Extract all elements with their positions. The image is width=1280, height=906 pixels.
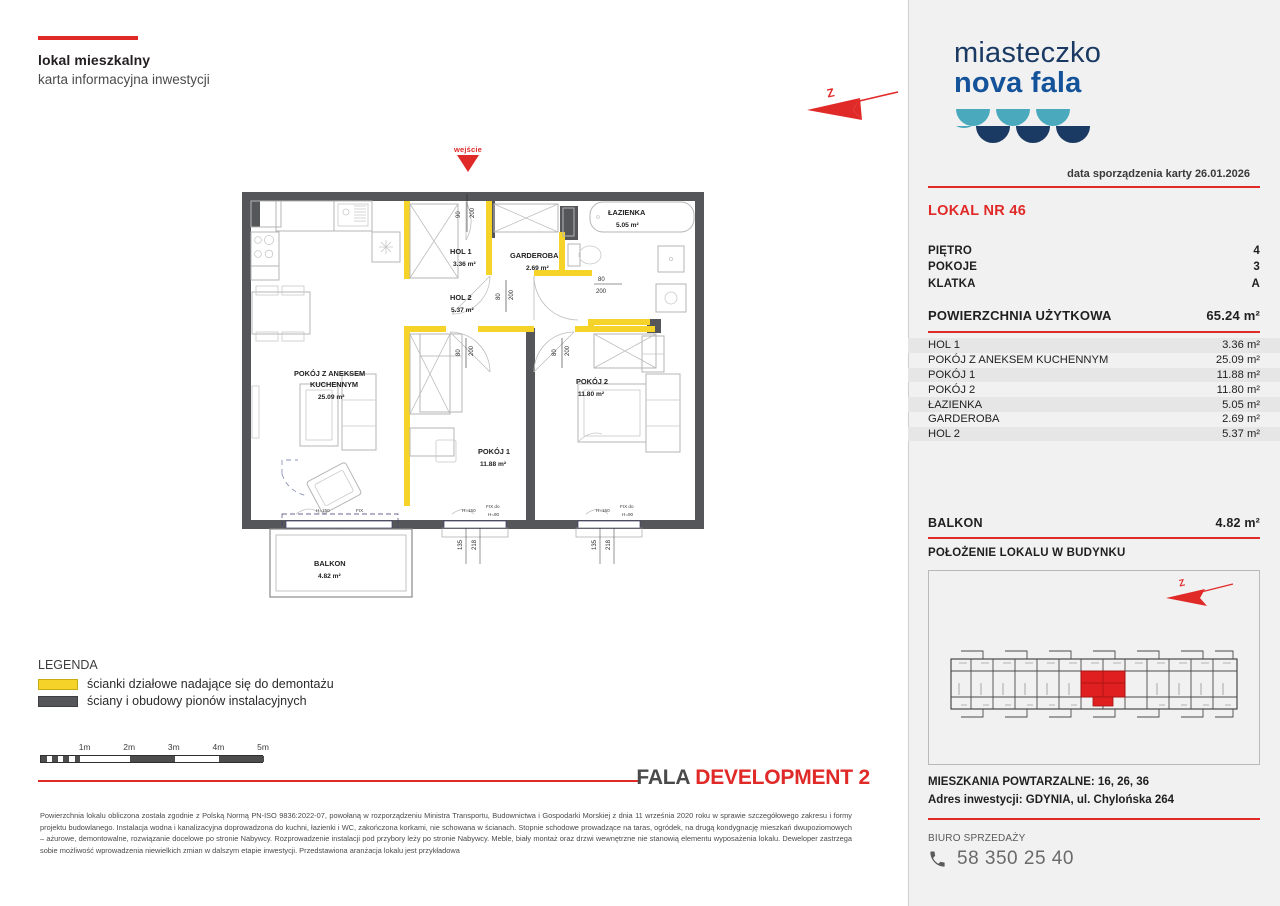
svg-text:FIX: FIX <box>356 508 364 513</box>
rule-under-date <box>928 186 1260 188</box>
room-name: POKÓJ 1 <box>928 368 976 381</box>
building-position-diagram <box>928 570 1260 765</box>
spec-value-pietro: 4 <box>1253 245 1260 257</box>
svg-text:H=150: H=150 <box>462 508 476 513</box>
building-floor-outline <box>949 649 1239 724</box>
total-area-row <box>928 308 1260 323</box>
room-area: 11.80 m² <box>1216 383 1260 396</box>
balcony-row <box>928 516 1260 530</box>
scale-tick-1m: 1m <box>78 742 91 752</box>
svg-text:2.69 m²: 2.69 m² <box>526 265 549 272</box>
entrance-triangle-icon <box>457 155 479 172</box>
svg-text:FIX do: FIX do <box>620 504 634 509</box>
table-row <box>908 338 1280 353</box>
footer-accent-rule <box>38 780 638 782</box>
spec-label-pokoje: POKOJE <box>928 261 978 274</box>
svg-text:11.80 m²: 11.80 m² <box>578 391 605 398</box>
room-name: GARDEROBA <box>928 413 1000 426</box>
plan-label-pokoj2: POKÓJ 2 <box>576 377 609 386</box>
total-area-value: 65.24 m² <box>1206 308 1260 323</box>
door-dim-garderoba <box>496 280 515 312</box>
balcony-label: BALKON <box>928 516 983 530</box>
svg-text:4.82 m²: 4.82 m² <box>318 573 341 580</box>
developer-logo-part1: FALA <box>636 766 696 789</box>
room-name: ŁAZIENKA <box>928 398 983 411</box>
spec-value-pokoje: 3 <box>1253 261 1260 274</box>
spec-label-pietro: PIĘTRO <box>928 245 973 257</box>
spec-row-pokoje <box>928 259 1260 275</box>
plan-label-hol1: HOL 1 <box>450 247 472 256</box>
scale-bar-graphic <box>40 755 263 763</box>
scale-tick-4m: 4m <box>212 742 225 752</box>
legend-swatch-gray <box>38 696 78 707</box>
legend-title: LEGENDA <box>38 658 98 672</box>
svg-text:5.37 m²: 5.37 m² <box>451 307 474 314</box>
spec-row-pietro <box>928 243 1260 259</box>
brand-logo-line2: nova fala <box>954 67 1082 100</box>
scale-tick-2m: 2m <box>123 742 136 752</box>
entrance-label: wejście <box>453 145 483 154</box>
right-panel <box>908 0 1280 906</box>
page-title: lokal mieszkalny <box>38 52 151 68</box>
floor-plan <box>238 188 708 608</box>
table-row <box>908 382 1280 397</box>
room-name: POKÓJ 2 <box>928 383 976 396</box>
svg-text:218: 218 <box>472 539 478 550</box>
spec-row-klatka <box>928 276 1260 292</box>
room-area-table <box>908 338 1280 441</box>
rule-under-balcony <box>928 537 1260 539</box>
legend-text-gray: ściany i obudowy pionów instalacyjnych <box>87 694 307 708</box>
sales-office-label: BIURO SPRZEDAŻY <box>928 833 1026 844</box>
table-row <box>908 368 1280 383</box>
sales-phone[interactable] <box>928 848 1074 870</box>
room-area: 5.37 m² <box>1222 428 1260 441</box>
room-name: POKÓJ Z ANEKSEM KUCHENNYM <box>928 354 1109 367</box>
svg-text:135: 135 <box>592 539 598 550</box>
table-row <box>908 353 1280 368</box>
plan-label-balkon: BALKON <box>314 559 346 568</box>
north-arrow-label: Z <box>825 85 836 101</box>
plan-label-garderoba: GARDEROBA <box>510 251 559 260</box>
svg-text:135: 135 <box>458 539 464 550</box>
table-row <box>908 427 1280 442</box>
room-area: 11.88 m² <box>1216 368 1260 381</box>
scale-tick-5m: 5m <box>257 742 269 752</box>
svg-text:25.09 m²: 25.09 m² <box>318 394 345 401</box>
scale-tick-3m: 3m <box>167 742 180 752</box>
svg-text:218: 218 <box>606 539 612 550</box>
plan-label-pokoj1: POKÓJ 1 <box>478 447 511 456</box>
svg-text:H=90: H=90 <box>488 512 500 517</box>
wave-icon <box>954 107 1234 148</box>
plan-label-hol2: HOL 2 <box>450 293 472 302</box>
total-area-label: POWIERZCHNIA UŻYTKOWA <box>928 308 1112 323</box>
svg-text:80: 80 <box>598 277 605 283</box>
unit-number: LOKAL NR 46 <box>928 203 1027 219</box>
room-name: HOL 1 <box>928 339 960 352</box>
legend <box>38 658 334 711</box>
svg-text:80: 80 <box>456 349 462 356</box>
room-area: 2.69 m² <box>1222 413 1260 426</box>
svg-text:FIX do: FIX do <box>486 504 500 509</box>
plan-label-kitchen-1: POKÓJ Z ANEKSEM <box>294 369 366 378</box>
unit-specs <box>928 243 1260 292</box>
svg-text:80: 80 <box>496 293 502 300</box>
scale-bar <box>40 742 269 763</box>
legend-item-demountable <box>38 677 334 691</box>
plan-label-kitchen-2: KUCHENNYM <box>310 380 359 389</box>
legend-swatch-yellow <box>38 679 78 690</box>
brand-logo <box>954 38 1234 148</box>
legend-item-structural <box>38 694 334 708</box>
panel-divider <box>908 0 909 906</box>
room-area: 25.09 m² <box>1215 354 1260 367</box>
svg-text:200: 200 <box>469 345 475 356</box>
svg-text:3.36 m²: 3.36 m² <box>453 261 476 268</box>
svg-text:90: 90 <box>456 211 462 218</box>
room-area: 5.05 m² <box>1222 398 1260 411</box>
door-dim-lazienka <box>594 277 622 295</box>
svg-text:H=150: H=150 <box>596 508 610 513</box>
entrance-marker <box>443 145 493 172</box>
header-accent-rule <box>38 36 138 40</box>
door-dim-pokoj2 <box>552 338 571 368</box>
svg-text:200: 200 <box>596 289 607 295</box>
rule-above-sales <box>928 818 1260 820</box>
spec-label-klatka: KLATKA <box>928 277 976 290</box>
svg-text:80: 80 <box>552 349 558 356</box>
disclaimer-text: Powierzchnia lokalu obliczona została zgodnie z Polską Normą PN-ISO 9836:2022-07, powołaną w rozporządzeniu Ministra Transportu, Budownictwa i Gospodarki Morskiej z dnia 11 września 2020 roku w sprawie szczegółowego zakresu i formy projektu budowlanego. Instalacja wodna i kanalizacyjna doprowadzona do kuchni, łazienki i WC, zakończona korkami, nie schowana w ścianach. Stopnie schodowe prowadzące na taras, ogródek, na drugą kondygnację mieszkań dwupoziomowych – ażurowe, demontowalne, rozwiązanie docelowe po stronie Nabywcy. Rozprowadzenie instalacji pod przybory leży po stronie Nabywcy. Meble, biały montaż oraz drzwi wewnętrzne nie stanowią elementu wyposażenia lokalu. Deweloper zastrzega sobie możliwość wprowadzenia niewielkich zmian w dalszym etapie inwestycji. Przedstawiona aranżacja lokalu jest przykładowa <box>40 811 852 856</box>
sales-phone-number: 58 350 25 40 <box>957 848 1074 869</box>
balcony-value: 4.82 m² <box>1215 516 1260 530</box>
room-area: 3.36 m² <box>1222 339 1260 352</box>
repeat-units-text: MIESZKANIA POWTARZALNE: 16, 26, 36 <box>928 776 1150 788</box>
scale-tick-labels <box>40 742 269 755</box>
svg-text:200: 200 <box>470 207 476 218</box>
position-title: POŁOŻENIE LOKALU W BUDYNKU <box>928 547 1126 559</box>
svg-text:200: 200 <box>509 289 515 300</box>
svg-text:200: 200 <box>565 345 571 356</box>
svg-text:H=90: H=90 <box>622 512 634 517</box>
developer-logo-part2: DEVELOPMENT 2 <box>695 766 870 789</box>
north-arrow-icon <box>805 85 900 128</box>
building-north-label: Z <box>1177 577 1186 590</box>
developer-logo <box>636 766 870 790</box>
table-row <box>908 397 1280 412</box>
card-date: data sporządzenia karty 26.01.2026 <box>1067 168 1250 180</box>
legend-text-yellow: ścianki działowe nadające się do demontażu <box>87 677 334 691</box>
investment-address: Adres inwestycji: GDYNIA, ul. Chylońska 264 <box>928 794 1175 806</box>
door-dim-pokoj1 <box>456 338 475 368</box>
floor-plan-svg <box>238 188 708 608</box>
spec-value-klatka: A <box>1251 277 1260 290</box>
page-subtitle: karta informacyjna inwestycji <box>38 72 210 87</box>
room-name: HOL 2 <box>928 428 960 441</box>
table-row <box>908 412 1280 427</box>
building-north-arrow-icon <box>1165 577 1235 611</box>
rule-under-area <box>928 331 1260 333</box>
svg-text:11.88 m²: 11.88 m² <box>480 461 507 468</box>
phone-icon <box>928 850 947 869</box>
svg-text:5.05 m²: 5.05 m² <box>616 222 639 229</box>
plan-label-lazienka: ŁAZIENKA <box>608 208 646 217</box>
brand-logo-line1: miasteczko <box>954 37 1102 69</box>
svg-text:H=150: H=150 <box>316 508 330 513</box>
